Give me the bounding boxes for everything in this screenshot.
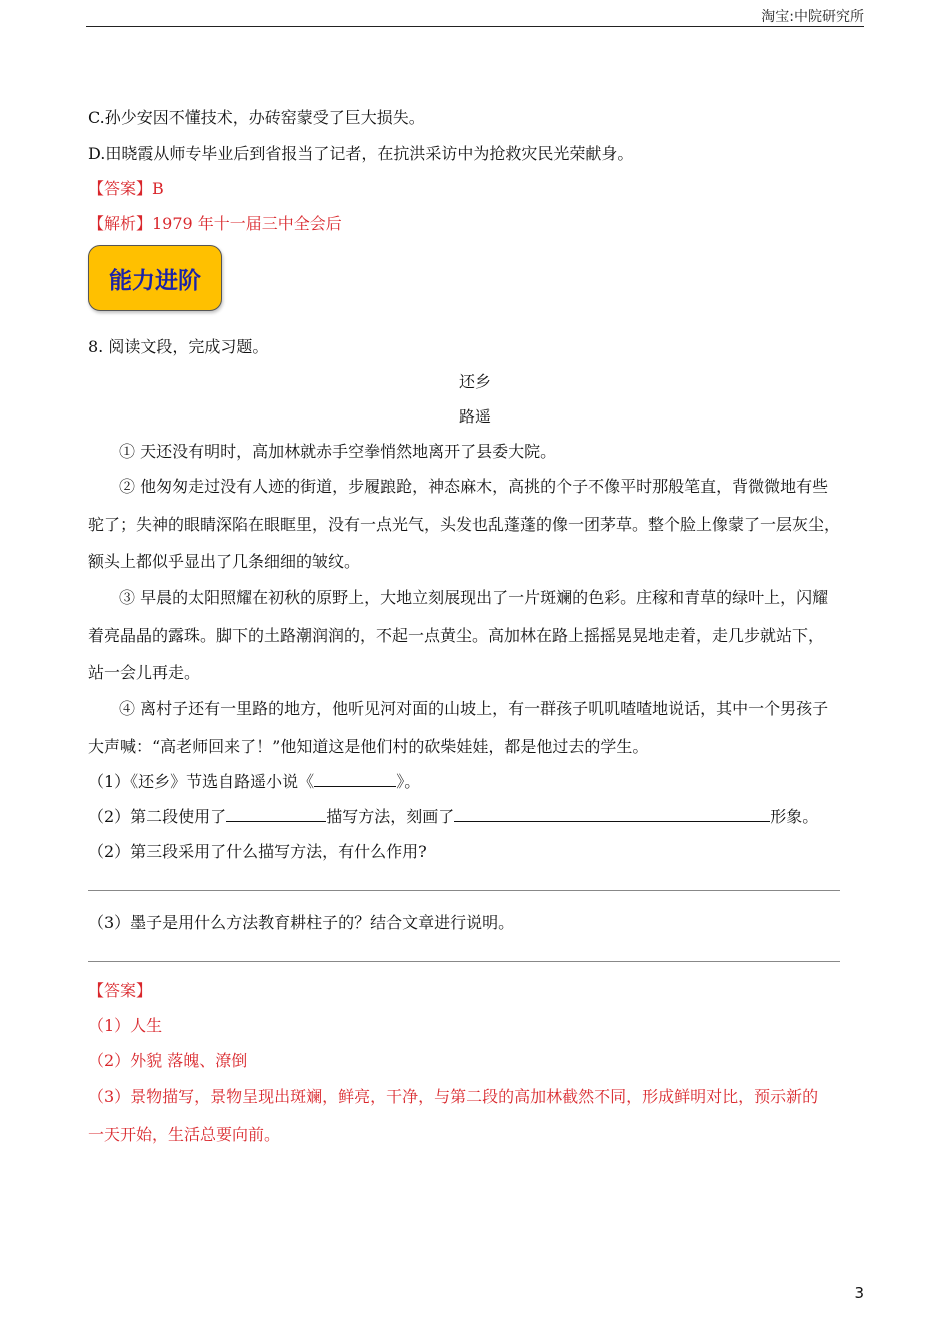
- answer-line-2: [88, 961, 840, 962]
- q8-answer-3-line-2: 一天开始，生活总要向前。: [88, 1125, 281, 1144]
- paragraph-3-line-3: 站一会儿再走。: [88, 663, 201, 682]
- header-source-text: 淘宝:中院研究所: [761, 9, 864, 25]
- option-c: C.孙少安因不懂技术，办砖窑蒙受了巨大损失。: [88, 108, 425, 127]
- q8-answer-3-line-1: （3）景物描写，景物呈现出斑斓，鲜亮，干净，与第二段的高加林截然不同，形成鲜明对比，预示新的: [88, 1087, 819, 1106]
- q7-analysis: 【解析】1979 年十一届三中全会后: [88, 214, 342, 233]
- q8-prompt: 8. 阅读文段，完成习题。: [88, 337, 269, 356]
- paragraph-3-line-2: 着亮晶晶的露珠。脚下的土路潮润润的，不起一点黄尘。高加林在路上摇摇晃晃地走着，走几步就站下，: [88, 626, 825, 645]
- paragraph-4-line-2: 大声喊：“高老师回来了！”他知道这是他们村的砍柴娃娃，都是他过去的学生。: [88, 737, 649, 756]
- section-badge-label: 能力进阶: [109, 267, 201, 294]
- paragraph-3-line-1: ③ 早晨的太阳照耀在初秋的原野上，大地立刻展现出了一片斑斓的色彩。庄稼和青草的绿叶上，闪耀: [119, 588, 829, 607]
- q7-answer: 【答案】B: [88, 179, 164, 198]
- paragraph-1: ① 天还没有明时，高加林就赤手空拳悄然地离开了县委大院。: [119, 442, 557, 461]
- sub-question-1-close: 》。: [396, 772, 421, 791]
- q8-answer-label: 【答案】: [88, 981, 153, 1000]
- section-badge: [88, 245, 222, 311]
- sub-question-1-text: （1）《还乡》节选自路遥小说《: [88, 772, 315, 791]
- paragraph-4-line-1: ④ 离村子还有一里路的地方，他听见河对面的山坡上，有一群孩子叽叽喳喳地说话，其中一个男孩子: [119, 699, 829, 718]
- image-blank: [454, 807, 770, 822]
- header-divider: [86, 26, 864, 27]
- sub-question-4: （3）墨子是用什么方法教育耕柱子的？结合文章进行说明。: [88, 913, 515, 932]
- passage-title: 还乡: [458, 372, 491, 391]
- option-d: D.田晓霞从师专毕业后到省报当了记者，在抗洪采访中为抢救灾民光荣献身。: [88, 144, 634, 163]
- passage-author: 路遥: [458, 407, 491, 426]
- answer-line-1: [88, 890, 840, 891]
- page-number: 3: [854, 1284, 864, 1302]
- sub-question-2-mid: 描写方法，刻画了: [326, 807, 455, 826]
- sub-question-2-text: （2）第二段使用了: [88, 807, 227, 826]
- novel-name-blank: [314, 772, 396, 787]
- sub-question-1: [88, 769, 420, 792]
- q8-answer-1: （1）人生: [88, 1016, 163, 1035]
- paragraph-2-line-3: 额头上都似乎显出了几条细细的皱纹。: [88, 552, 361, 571]
- sub-question-2: [88, 804, 818, 827]
- method-blank: [226, 807, 326, 822]
- q8-answer-2: （2）外貌 落魄、潦倒: [88, 1051, 248, 1070]
- sub-question-2-end: 形象。: [770, 807, 819, 826]
- paragraph-2-line-2: 驼了；失神的眼睛深陷在眼眶里，没有一点光气，头发也乱蓬蓬的像一团茅草。整个脸上像蒙了一层灰尘，: [88, 515, 841, 534]
- sub-question-3: （2）第三段采用了什么描写方法，有什么作用?: [88, 842, 427, 861]
- paragraph-2-line-1: ② 他匆匆走过没有人迹的街道，步履踉跄，神态麻木，高挑的个子不像平时那般笔直，背微微地有些: [119, 477, 829, 496]
